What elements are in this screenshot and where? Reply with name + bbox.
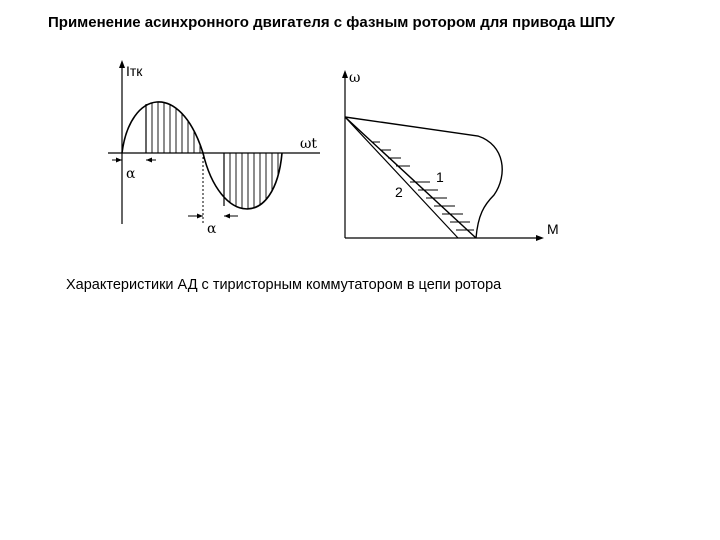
current-waveform-plot — [108, 60, 320, 237]
right-y-axis-arrow — [342, 70, 348, 78]
negative-conduction-hatch — [224, 153, 278, 230]
curve-1-label: 1 — [436, 169, 444, 185]
characteristic-curve-2 — [345, 117, 476, 238]
right-x-axis-label: M — [547, 221, 559, 237]
alpha-label-bottom: α — [207, 221, 217, 237]
left-y-axis-label: Iтк — [126, 63, 143, 79]
characteristic-curve-1 — [345, 117, 502, 238]
mechanical-characteristic-plot — [342, 70, 559, 241]
left-x-axis-label: ωt — [300, 136, 318, 152]
right-x-axis-arrow — [536, 235, 544, 241]
alpha-label-top: α — [126, 166, 136, 182]
left-y-axis-arrow — [119, 60, 125, 68]
curve-2-label: 2 — [395, 184, 403, 200]
page-title: Применение асинхронного двигателя с фазным ротором для привода ШПУ — [48, 14, 615, 31]
figure-caption: Характеристики АД с тиристорным коммутатором в цепи ротора — [66, 277, 502, 293]
positive-conduction-hatch — [146, 80, 200, 153]
right-y-axis-label: ω — [349, 70, 361, 86]
